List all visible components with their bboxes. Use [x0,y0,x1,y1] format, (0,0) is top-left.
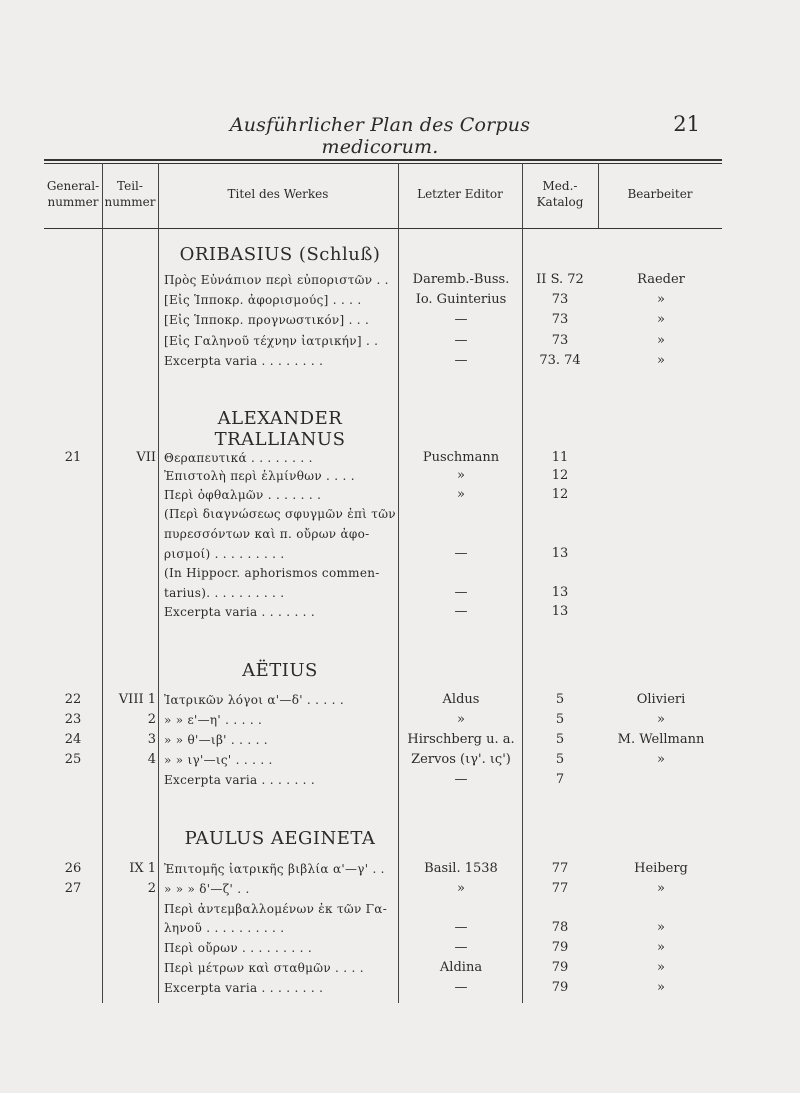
table-cell-gen: 22 [64,692,82,707]
table-cell-bearbeiter: » [657,333,665,348]
table-cell-title: Ἐπιτομῆς ἰατρικῆς βιβλία α'—γ' . . [164,862,385,876]
table-cell-katalog: 79 [551,960,569,975]
table-cell-title: [Εἰς Ἱπποκρ. ἀφορισμούς] . . . . [164,293,362,307]
table-cell-editor: » [457,487,465,502]
section-heading-paulus: PAULUS AEGINETA [184,828,376,849]
table-cell-title: [Εἰς Ἱπποκρ. προγνωστικόν] . . . [164,313,370,327]
table-cell-title: Excerpta varia . . . . . . . [164,773,316,787]
table-cell-gen: 27 [64,881,82,896]
table-cell-bearbeiter: » [657,940,665,955]
column-divider [522,163,523,1003]
page-number: 21 [673,112,700,136]
header-bottom-rule [44,228,722,229]
table-cell-editor: Io. Guinterius [415,292,507,307]
table-cell-title: ληνοῦ . . . . . . . . . . [164,921,285,935]
table-cell-bearbeiter: » [657,292,665,307]
table-cell-teil: IX 1 [129,861,156,876]
table-cell-bearbeiter: M. Wellmann [617,732,705,747]
table-cell-bearbeiter: » [657,960,665,975]
table-cell-katalog: 73 [551,333,569,348]
table-cell-teil: VII [136,450,156,465]
table-cell-katalog: 73 [551,312,569,327]
table-cell-title: Ἐπιστολὴ περὶ ἑλμίνθων . . . . [164,469,355,483]
table-cell-title: ρισμοί) . . . . . . . . . [164,547,285,561]
table-cell-editor: — [454,980,468,995]
section-heading-alexander: ALEXANDER TRALLIANUS [214,408,346,450]
page-header-title: Ausführlicher Plan des Corpus medicorum. [229,114,531,158]
header-titel: Titel des Werkes [227,187,329,201]
table-cell-katalog: 77 [551,861,569,876]
table-cell-katalog: 77 [551,881,569,896]
header-general-nummer: General- nummer [46,179,100,209]
table-cell-editor: Basil. 1538 [424,861,498,876]
table-cell-gen: 23 [64,712,82,727]
column-divider [158,163,159,1003]
table-cell-editor: Puschmann [422,450,500,465]
table-cell-editor: — [454,940,468,955]
table-cell-katalog: 73. 74 [539,353,581,368]
table-cell-title: » » ιγ'—ις' . . . . . [164,753,273,767]
section-heading-aetius: AËTIUS [242,660,318,681]
table-cell-title: (In Hippocr. aphorismos commen- [164,566,380,580]
table-cell-bearbeiter: » [657,881,665,896]
table-cell-editor: — [454,585,468,600]
table-cell-katalog: 13 [551,585,569,600]
section-heading-oribasius: ORIBASIUS (Schluß) [179,244,381,265]
top-rule [44,159,722,161]
table-cell-bearbeiter: » [657,353,665,368]
table-cell-editor: Zervos (ιγ'. ις') [411,752,511,767]
table-cell-editor: » [457,468,465,483]
table-cell-gen: 24 [64,732,82,747]
table-cell-editor: — [454,772,468,787]
table-cell-bearbeiter: » [657,752,665,767]
table-cell-katalog: 5 [555,752,565,767]
header-katalog: Med.- Katalog [536,179,584,209]
table-cell-bearbeiter: » [657,920,665,935]
table-cell-katalog: 73 [551,292,569,307]
table-cell-katalog: 12 [551,487,569,502]
table-cell-editor: — [454,353,468,368]
table-cell-editor: — [454,333,468,348]
table-cell-title: Excerpta varia . . . . . . . [164,605,316,619]
table-cell-katalog: 13 [551,604,569,619]
table-cell-bearbeiter: » [657,312,665,327]
header-editor: Letzter Editor [417,187,503,201]
table-cell-teil: VIII 1 [118,692,156,707]
table-cell-katalog: 5 [555,692,565,707]
table-cell-title: Περὶ μέτρων καὶ σταθμῶν . . . . [164,961,364,975]
table-cell-katalog: 5 [555,712,565,727]
table-cell-title: » » » δ'—ζ' . . [164,882,250,896]
table-cell-gen: 26 [64,861,82,876]
table-cell-editor: — [454,920,468,935]
table-cell-editor: Hirschberg u. a. [407,732,515,747]
header-bearbeiter: Bearbeiter [627,187,693,201]
table-cell-bearbeiter: » [657,980,665,995]
header-teil-nummer: Teil- nummer [104,179,156,209]
table-cell-gen: 21 [64,450,82,465]
table-cell-editor: Daremb.-Buss. [412,272,510,287]
table-cell-bearbeiter: Olivieri [636,692,686,707]
table-cell-editor: » [457,712,465,727]
table-cell-editor: Aldus [442,692,480,707]
table-cell-title: » » ε'—η' . . . . . [164,713,263,727]
table-cell-katalog: 13 [551,546,569,561]
table-cell-title: [Εἰς Γαληνοῦ τέχνην ἰατρικήν] . . [164,334,379,348]
table-cell-editor: » [457,881,465,896]
table-cell-katalog: 79 [551,940,569,955]
top-rule-thin [44,163,722,164]
table-cell-teil: 2 [147,881,156,896]
table-cell-editor: — [454,546,468,561]
table-cell-title: tarius). . . . . . . . . . [164,586,285,600]
table-cell-gen: 25 [64,752,82,767]
table-cell-title: (Περὶ διαγνώσεως σφυγμῶν ἐπὶ τῶν [164,507,396,521]
table-cell-katalog: 5 [555,732,565,747]
table-cell-bearbeiter: Heiberg [634,861,688,876]
table-cell-title: Πρὸς Εὐνάπιον περὶ εὐποριστῶν . . [164,273,389,287]
table-cell-title: Περὶ ἀντεμβαλλομένων ἐκ τῶν Γα- [164,902,388,916]
table-cell-teil: 3 [147,732,156,747]
table-cell-title: Excerpta varia . . . . . . . . [164,981,324,995]
column-divider [398,163,399,1003]
table-cell-bearbeiter: Raeder [637,272,685,287]
table-cell-teil: 2 [147,712,156,727]
table-cell-editor: Aldina [439,960,483,975]
table-cell-katalog: 7 [555,772,565,787]
table-cell-title: » » θ'—ιβ' . . . . . [164,733,268,747]
table-cell-editor: — [454,312,468,327]
table-cell-editor: — [454,604,468,619]
table-cell-title: Excerpta varia . . . . . . . . [164,354,324,368]
table-cell-katalog: 11 [551,450,569,465]
table-cell-title: Ἰατρικῶν λόγοι α'—δ' . . . . . [164,693,344,707]
table-cell-title: Θεραπευτικά . . . . . . . . [164,451,313,465]
table-cell-title: πυρεσσόντων καὶ π. οὔρων ἀφο- [164,527,370,541]
table-cell-katalog: 12 [551,468,569,483]
table-cell-teil: 4 [147,752,156,767]
table-cell-katalog: II S. 72 [536,272,584,287]
table-cell-katalog: 78 [551,920,569,935]
table-cell-title: Περὶ ὀφθαλμῶν . . . . . . . [164,488,322,502]
table-cell-bearbeiter: » [657,712,665,727]
table-cell-katalog: 79 [551,980,569,995]
column-divider [102,163,103,1003]
table-cell-title: Περὶ οὔρων . . . . . . . . . [164,941,312,955]
